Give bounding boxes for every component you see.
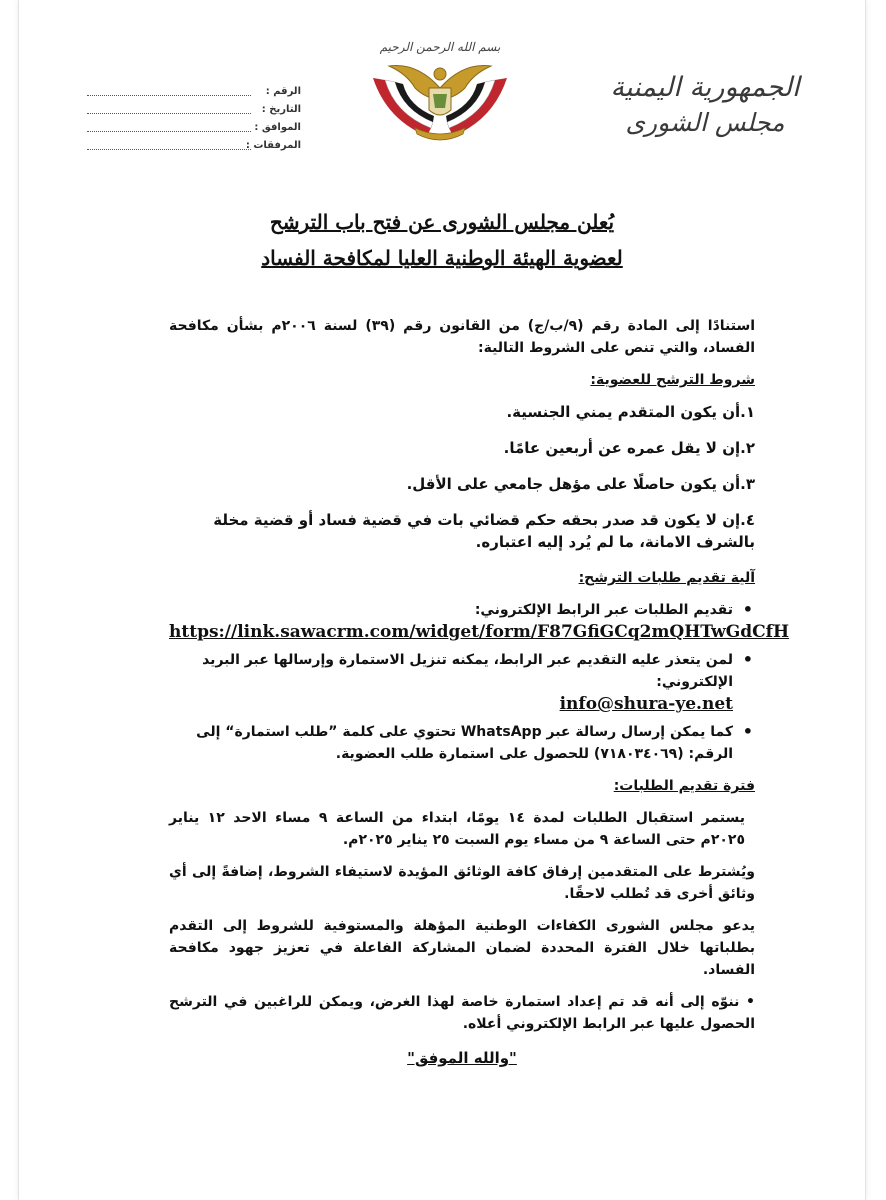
condition-item: ٤.إن لا يكون قد صدر بحقه حكم قضائي بات في قضية فساد أو قضية مخلة بالشرف الامانة، ما لم يُرد إليه اعتباره. [213, 511, 755, 551]
mechanism-list [169, 599, 790, 765]
dotted-line [87, 140, 251, 150]
meta-row-attachments [81, 136, 301, 154]
meta-label: التاريخ : [261, 103, 301, 115]
list-item [169, 649, 733, 715]
period-text: يستمر استقبال الطلبات لمدة ١٤ يومًا، ابتداء من الساعة ٩ مساء الاحد ١٢ يناير ٢٠٢٥م حتى الساعة ٩ من مساء يوم السبت ٢٥ يناير ٢٠٢٥م. [169, 810, 745, 848]
condition-item: ١.أن يكون المتقدم يمني الجنسية. [506, 403, 755, 421]
dotted-line [87, 104, 251, 114]
requirement-paragraph: ويُشترط على المتقدمين إرفاق كافة الوثائق المؤيدة لاستيفاء الشروط، إضافةً إلى أي وثائق أخرى قد تُطلب لاحقًا. [169, 864, 755, 902]
mechanism-heading: آلية تقديم طلبات الترشح: [578, 570, 755, 586]
list-item [169, 599, 790, 643]
condition-item: ٢.إن لا يقل عمره عن أربعين عامًا. [503, 439, 755, 457]
document-page [18, 0, 866, 1200]
list-item [169, 721, 733, 765]
meta-label: المرفقات : [245, 139, 301, 151]
whatsapp-instruction-text: كما يمكن إرسال رسالة عبر WhatsApp تحتوي على كلمة ”طلب استمارة“ إلى الرقم: (٧١٨٠٣٤٠٦٩) للحصول على استمارة طلب العضوية. [196, 724, 733, 762]
meta-row-number [81, 82, 301, 100]
invitation-paragraph: يدعو مجلس الشورى الكفاءات الوطنية المؤهلة والمستوفية للشروط إلى التقدم بطلباتها خلال الفترة المحددة لضمان المشاركة الفاعلة في تعزيز جهود مكافحة الفساد. [169, 918, 755, 978]
dotted-line [87, 86, 251, 96]
organization-name [605, 70, 805, 140]
dotted-line [87, 122, 251, 132]
meta-label: الرقم : [265, 85, 301, 97]
meta-row-date [81, 100, 301, 118]
online-link-text: تقديم الطلبات عبر الرابط الإلكتروني: [474, 602, 733, 618]
emblem-block [355, 40, 525, 150]
title-line-1: يُعلن مجلس الشورى عن فتح باب الترشح [269, 210, 615, 234]
announcement-title [19, 204, 865, 276]
note-paragraph: • ننوّه إلى أنه قد تم إعداد استمارة خاصة لهذا الغرض، ويمكن للراغبين في الترشح الحصول عليها عبر الرابط الإلكتروني أعلاه. [169, 994, 755, 1032]
email-instruction-text: لمن يتعذر عليه التقديم عبر الرابط، يمكنه تنزيل الاستمارة وإرسالها عبر البريد الإلكتروني: [202, 652, 733, 690]
condition-item: ٣.أن يكون حاصلًا على مؤهل جامعي على الأقل. [406, 475, 755, 493]
yemen-eagle-emblem-icon [367, 58, 513, 148]
basmala: بسم الله الرحمن الرحيم [379, 40, 501, 54]
application-form-link[interactable]: https://link.sawacrm.com/widget/form/F87GfiGCq2mQHTwGdCfH [169, 622, 790, 642]
announcement-body [169, 315, 790, 1069]
meta-row-hijri [81, 118, 301, 136]
email-link[interactable]: info@shura-ye.net [559, 694, 733, 714]
intro-paragraph: استنادًا إلى المادة رقم (٩/ب/ج) من القانون رقم (٣٩) لسنة ٢٠٠٦م بشأن مكافحة الفساد، والتي تنص على الشروط التالية: [169, 318, 756, 356]
council-name: مجلس الشورى [625, 108, 785, 137]
title-line-2: لعضوية الهيئة الوطنية العليا لمكافحة الفساد [261, 246, 623, 270]
country-name: الجمهورية اليمنية [610, 72, 800, 103]
closing-phrase: "والله الموفق" [407, 1049, 517, 1067]
conditions-heading: شروط الترشح للعضوية: [590, 372, 755, 388]
period-heading: فترة تقديم الطلبات: [613, 778, 755, 794]
reference-fields [81, 82, 301, 154]
meta-label: الموافق : [254, 121, 301, 133]
